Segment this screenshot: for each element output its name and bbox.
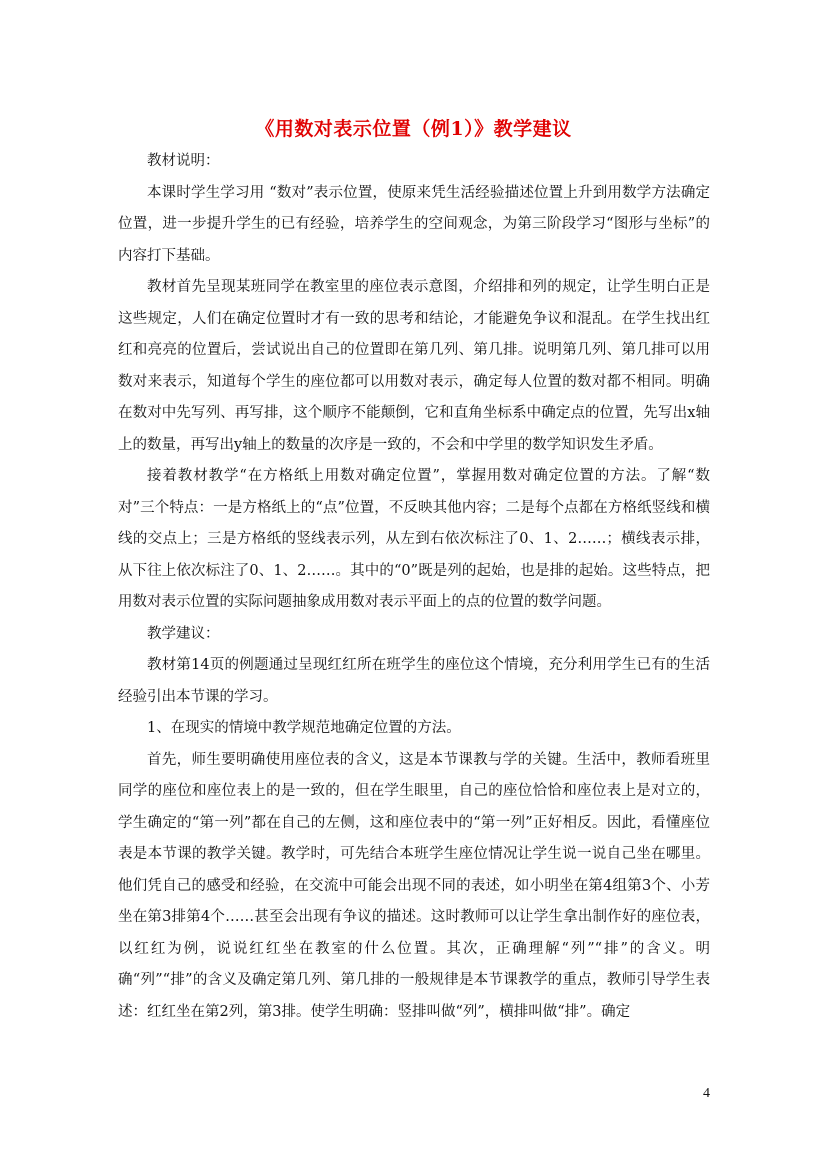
page-number: 4 [703,1086,710,1101]
section-heading-materials: 教材说明： [147,153,220,169]
paragraph: 教材首先呈现某班同学在教室里的座位表示意图，介绍排和列的规定，让学生明白正是这些规定，人们在确定位置时才有一致的思考和结论，才能避免争议和混乱。在学生找出红红和亮亮的位置后，尝试说出自己的位置即在第几列、第几排。说明第几列、第几排可以用数对来表示，知道每个学生的座位都可以用数对表示，确定每人位置的数对都不相同。明确在数对中先写列、再写排，这个顺序不能颠倒，它和直角坐标系中确定点的位置，先写出x轴上的数量，再写出y轴上的数量的次序是一致的，不会和中学里的数学知识发生矛盾。 [118,279,710,453]
paragraph: 教材第14页的例题通过呈现红红所在班学生的座位这个情境，充分利用学生已有的生活经验引出本节课的学习。 [118,657,710,705]
section-heading-suggestions: 教学建议： [147,625,220,642]
paragraph: 本课时学生学习用 “数对”表示位置，使原来凭生活经验描述位置上升到用数学方法确定位置，进一步提升学生的已有经验，培养学生的空间观念，为第三阶段学习“图形与坐标”的内容打下基础。 [118,184,710,264]
document-title: 《用数对表示位置（例1）》教学建议 [255,118,572,140]
numbered-item: 1、在现实的情境中教学规范地确定位置的方法。 [147,720,461,736]
document-body [118,146,710,1028]
paragraph: 接着教材教学“在方格纸上用数对确定位置”，掌握用数对确定位置的方法。了解“数对”三个特点：一是方格纸上的“点”位置，不反映其他内容；二是每个点都在方格纸竖线和横线的交点上；三是方格纸的竖线表示列，从左到右依次标注了0、1、2……；横线表示排，从下往上依次标注了0、1、2……。其中的“0”既是列的起始，也是排的起始。这些特点，把用数对表示位置的实际问题抽象成用数对表示平面上的点的位置的数学问题。 [118,468,710,610]
paragraph: 首先，师生要明确使用座位表的含义，这是本节课教与学的关键。生活中，教师看班里同学的座位和座位表上的是一致的，但在学生眼里，自己的座位恰恰和座位表上是对立的，学生确定的“第一列”都在自己的左侧，这和座位表中的“第一列”正好相反。因此，看懂座位表是本节课的教学关键。教学时，可先结合本班学生座位情况让学生说一说自己坐在哪里。他们凭自己的感受和经验，在交流中可能会出现不同的表述，如小明坐在第4组第3个、小芳坐在第3排第4个……甚至会出现有争议的描述。这时教师可以让学生拿出制作好的座位表，以红红为例，说说红红坐在教室的什么位置。其次，正确理解“列”“排”的含义。明确“列”“排”的含义及确定第几列、第几排的一般规律是本节课教学的重点，教师引导学生表述：红红坐在第2列，第3排。使学生明确：竖排叫做“列”，横排叫做“排”。确定 [118,751,710,1020]
